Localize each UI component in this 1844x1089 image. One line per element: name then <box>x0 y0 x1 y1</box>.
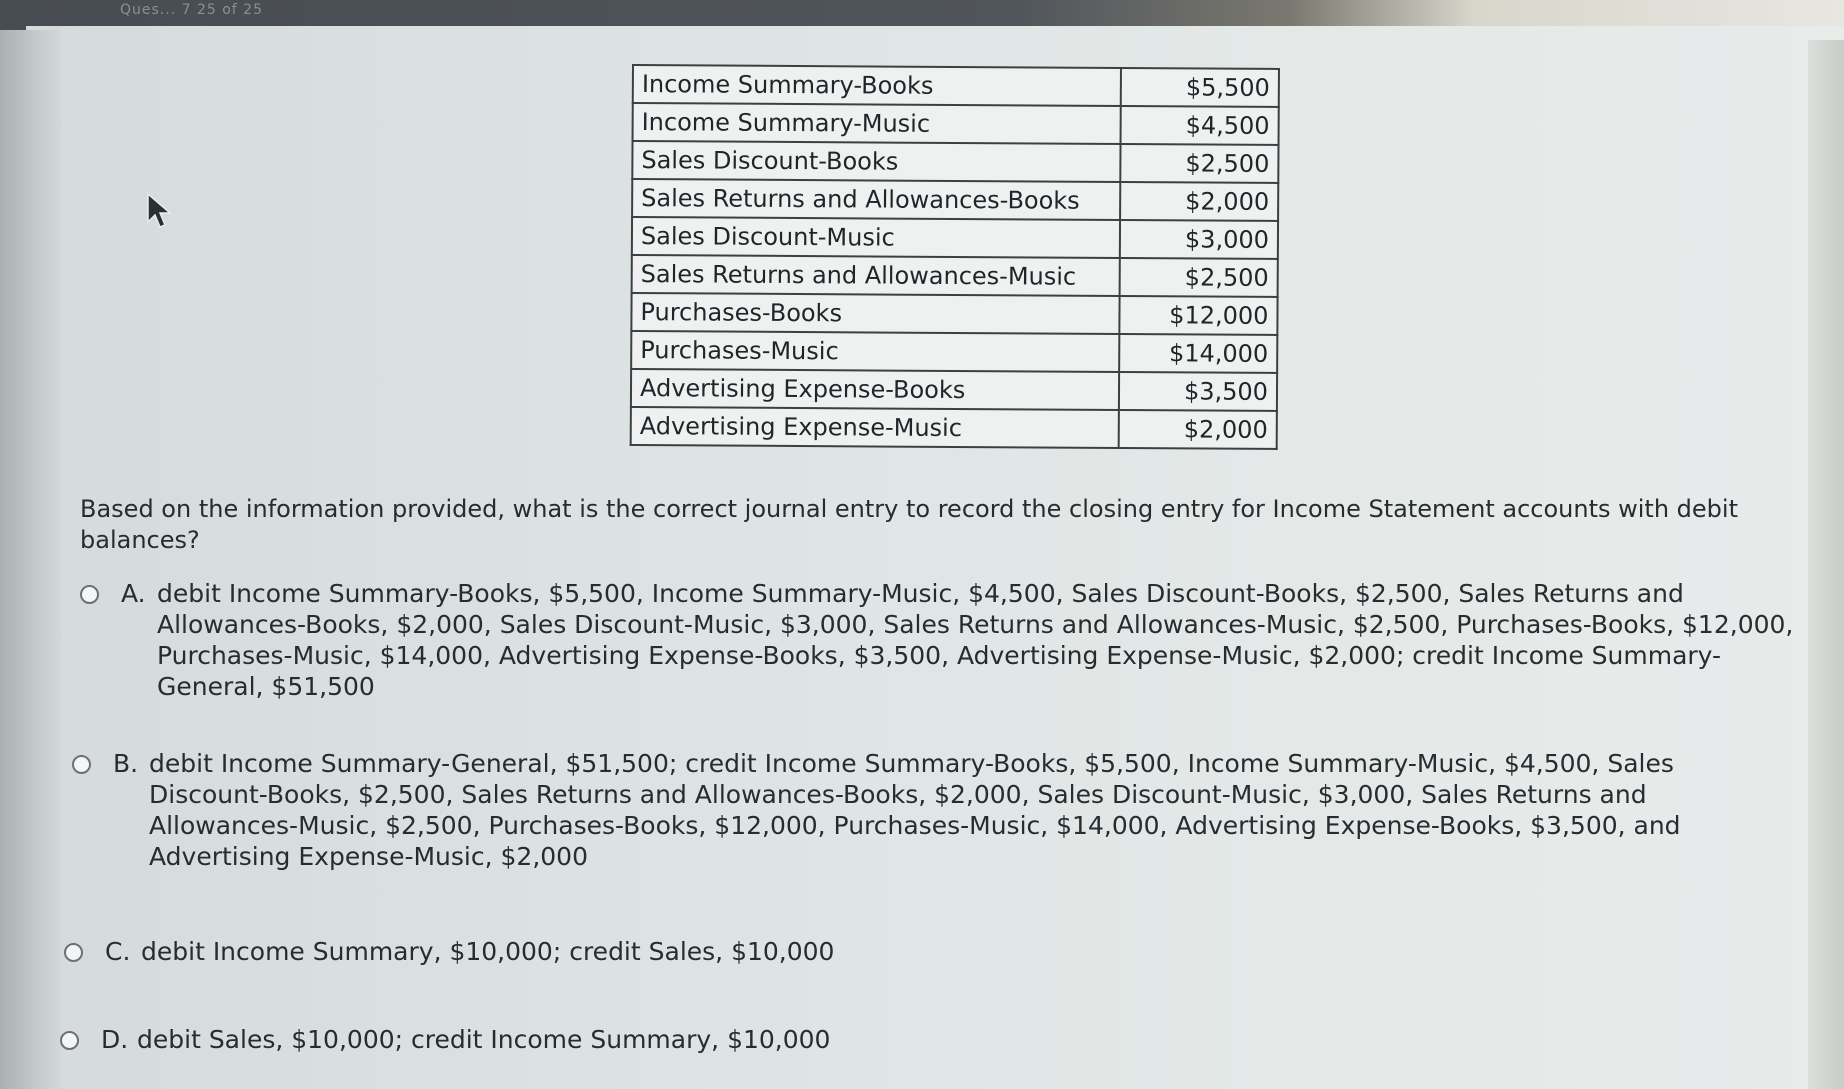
option-text: debit Income Summary-General, $51,500; credit Income Summary-Books, $5,500, Income Summary-Music, $4,500, Sales Discount-Books, $2,500, Sales Returns and Allowances-Books, $2,000, Sales Discount-Music, $3,000, Sales Returns and Allowances-Music, $2,500, Purchases-Books, $12,000, Purchases-Music, $14,000, Advertising Expense-Books, $3,500, and Advertising Expense-Music, $2,000 <box>149 749 1681 871</box>
radio-button-d[interactable] <box>60 1031 79 1050</box>
question-progress: Ques... 7 25 of 25 <box>120 2 263 18</box>
account-name: Sales Discount-Books <box>632 141 1120 182</box>
table-row <box>632 141 1278 183</box>
option-letter: A. <box>121 579 146 608</box>
table-row <box>632 179 1278 221</box>
account-name: Advertising Expense-Music <box>631 407 1119 448</box>
account-amount: $3,500 <box>1119 372 1277 411</box>
option-text: debit Income Summary-Books, $5,500, Income Summary-Music, $4,500, Sales Discount-Books, $2,500, Sales Returns and Allowances-Books, $2,000, Sales Discount-Music, $3,000, Sales Returns and Allowances-Music, $2,500, Purchases-Books, $12,000, Purchases-Music, $14,000, Advertising Expense-Books, $3,500, Advertising Expense-Music, $2,000; credit Income Summary-General, $51,500 <box>157 579 1794 701</box>
table-row <box>631 407 1277 449</box>
table-row <box>631 293 1277 335</box>
account-amount: $5,500 <box>1121 68 1279 107</box>
account-name: Purchases-Books <box>631 293 1119 334</box>
radio-button-b[interactable] <box>72 755 91 774</box>
account-amount: $14,000 <box>1119 334 1277 373</box>
account-amount: $12,000 <box>1119 296 1277 335</box>
mouse-pointer-icon <box>146 192 174 232</box>
account-name: Income Summary-Music <box>633 103 1121 144</box>
account-name: Sales Returns and Allowances-Music <box>632 255 1120 296</box>
option-letter: B. <box>113 749 139 778</box>
account-name: Advertising Expense-Books <box>631 369 1119 410</box>
answer-option-b[interactable] <box>72 748 1792 872</box>
panel-edge <box>0 30 62 1089</box>
radio-button-c[interactable] <box>64 943 83 962</box>
table-row <box>633 65 1279 107</box>
option-text: debit Income Summary, $10,000; credit Sales, $10,000 <box>141 937 835 966</box>
answer-option-a[interactable] <box>80 578 1800 702</box>
question-text: Based on the information provided, what is the correct journal entry to record the closing entry for Income Statement accounts with debit balances? <box>80 495 1738 554</box>
account-amount: $4,500 <box>1121 106 1279 145</box>
radio-button-a[interactable] <box>80 585 99 604</box>
account-balances-table <box>630 64 1280 450</box>
table-row <box>631 369 1277 411</box>
option-letter: C. <box>105 937 131 966</box>
answer-option-c[interactable] <box>64 936 1784 967</box>
table-row <box>631 331 1277 373</box>
account-amount: $2,000 <box>1119 410 1277 449</box>
option-letter: D. <box>101 1025 129 1054</box>
table-row <box>632 255 1278 297</box>
account-name: Sales Discount-Music <box>632 217 1120 258</box>
account-amount: $2,500 <box>1120 144 1278 183</box>
answer-option-d[interactable] <box>60 1024 1780 1055</box>
option-text: debit Sales, $10,000; credit Income Summary, $10,000 <box>137 1025 831 1054</box>
table-row <box>633 103 1279 145</box>
panel-edge-right <box>1808 40 1844 1089</box>
account-name: Income Summary-Books <box>633 65 1121 106</box>
account-name: Purchases-Music <box>631 331 1119 372</box>
account-amount: $2,500 <box>1120 258 1278 297</box>
table-row <box>632 217 1278 259</box>
account-name: Sales Returns and Allowances-Books <box>632 179 1120 220</box>
account-amount: $3,000 <box>1120 220 1278 259</box>
account-amount: $2,000 <box>1120 182 1278 221</box>
